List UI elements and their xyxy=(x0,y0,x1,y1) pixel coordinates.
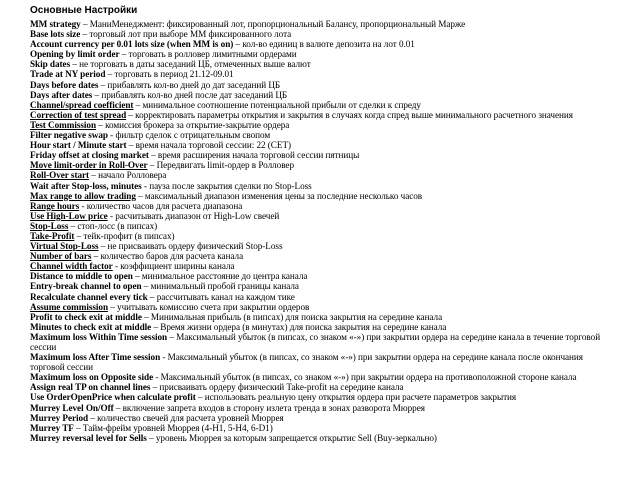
setting-entry xyxy=(30,201,612,211)
setting-entry xyxy=(30,372,612,382)
setting-entry xyxy=(30,130,612,140)
document-page xyxy=(30,4,612,476)
setting-description: – количество свечей для расчета уровней Мюррея xyxy=(88,412,284,423)
setting-description: - фильтр сделок с отрицательным свопом xyxy=(107,130,271,141)
setting-term: Hour start / Minute start xyxy=(30,140,127,151)
settings-list xyxy=(30,19,612,443)
setting-term: Number of bars xyxy=(30,251,92,262)
setting-entry xyxy=(30,211,612,221)
setting-term: Skip dates xyxy=(30,59,71,70)
setting-entry xyxy=(30,271,612,281)
setting-term: Take-Profit xyxy=(30,230,75,241)
setting-entry xyxy=(30,110,612,120)
setting-entry xyxy=(30,170,612,180)
setting-description: – время расширения начала торговой сессии пятницы xyxy=(148,150,360,161)
section-heading: Основные Настройки xyxy=(30,5,138,16)
setting-entry xyxy=(30,19,612,29)
setting-term: Days after dates xyxy=(30,89,93,100)
setting-term: Murrey Level On/Off xyxy=(30,402,114,413)
setting-description: – использовать реальную цену открытия ордера при расчете параметров закрытия xyxy=(195,392,517,403)
setting-term: Correction of test spread xyxy=(30,109,127,120)
setting-entry xyxy=(30,150,612,160)
setting-term: Opening by limit order xyxy=(30,49,120,60)
setting-description: – стоп-лосс (в пипсах) xyxy=(68,220,158,231)
setting-entry xyxy=(30,382,612,392)
setting-description: – Время жизни ордера (в минутах) для поиска закрытия на середине канала xyxy=(151,321,447,332)
setting-description: – корректировать параметры открытия и закрытия в случаях когда спред выше минимального расчетного значения xyxy=(126,109,573,120)
setting-term: Distance to middle to open xyxy=(30,271,133,282)
setting-term: MM strategy xyxy=(30,19,81,29)
setting-description: - количество часов для расчета диапазона xyxy=(79,200,243,211)
setting-entry xyxy=(30,100,612,110)
setting-term: Friday offset at closing market xyxy=(30,150,149,161)
setting-entry xyxy=(30,59,612,69)
setting-description: – минимальное расстояние до центра канала xyxy=(132,271,308,282)
setting-term: Minutes to check exit at middle xyxy=(30,321,152,332)
setting-term: Maximum loss After Time session xyxy=(30,352,161,363)
setting-description: - Максимальный убыток (в пипсах, со знаком «-») при закрытии ордера на середине канала после окончания торговой сессии xyxy=(30,352,583,373)
setting-term: Use OrderOpenPrice when calculate profit xyxy=(30,392,196,403)
setting-entry xyxy=(30,191,612,201)
setting-description: – рассчитывать канал на каждом тике xyxy=(147,291,295,302)
setting-term: Days before dates xyxy=(30,79,99,90)
setting-entry xyxy=(30,302,612,312)
setting-entry xyxy=(30,332,612,352)
setting-description: - коэффициент ширины канала xyxy=(112,261,235,272)
setting-description: – Минимальная прибыль (в пипсах) для поиска закрытия на середине канала xyxy=(141,311,443,322)
setting-description: – Максимальный убыток (в пипсах, со знаком «-») при закрытии ордера на середине канала в течение торговой сессии xyxy=(30,331,601,352)
setting-term: Profit to check exit at middle xyxy=(30,311,142,322)
setting-term: Trade at NY period xyxy=(30,69,106,80)
setting-description: – количество баров для расчета канала xyxy=(91,251,244,262)
setting-description: – прибавлять кол-во дней до дат заседаний ЦБ xyxy=(98,79,281,90)
setting-description: – Тайм-фрейм уровней Мюррея (4-H1, 5-H4, 6-D1) xyxy=(73,422,273,433)
setting-description: – не торговать в даты заседаний ЦБ, отмеченных выше валют xyxy=(70,59,311,70)
setting-entry xyxy=(30,392,612,402)
setting-description: – комиссия брокера за открытие-закрытие ордера xyxy=(96,119,290,130)
setting-entry xyxy=(30,261,612,271)
setting-term: Move limit-order in Roll-Over xyxy=(30,160,148,171)
setting-entry xyxy=(30,69,612,79)
setting-entry xyxy=(30,413,612,423)
setting-entry xyxy=(30,403,612,413)
setting-entry xyxy=(30,90,612,100)
setting-entry xyxy=(30,241,612,251)
setting-description: – МаниМенеджмент: фиксированный лот, пропорциональный Балансу, пропорциональный Марже xyxy=(80,19,466,29)
setting-entry xyxy=(30,423,612,433)
setting-term: Stop-Loss xyxy=(30,220,69,231)
setting-description: – время начала торговой сессии: 22 (CET) xyxy=(126,140,292,151)
setting-description: – тейк-профит (в пипсах) xyxy=(74,230,175,241)
setting-term: Assume commission xyxy=(30,301,109,312)
setting-entry xyxy=(30,433,612,443)
setting-entry xyxy=(30,231,612,241)
setting-term: Murrey Period xyxy=(30,412,89,423)
setting-term: Filter negative swap xyxy=(30,130,108,141)
setting-description: – учитывать комиссию счета при закрытии ордеров xyxy=(108,301,310,312)
setting-description: – уровень Мюррея за которым запрещается открытиє Sell (Buy-зеркально) xyxy=(146,432,437,443)
setting-description: – минимальное соотношение потенциальной прибыли от сделки к спреду xyxy=(133,99,421,110)
setting-term: Use High-Low price xyxy=(30,210,108,221)
setting-term: Account currency per 0.01 lots size (when MM is on) xyxy=(30,39,234,50)
setting-entry xyxy=(30,181,612,191)
setting-term: Murrey reversal level for Sells xyxy=(30,432,147,443)
setting-term: Base lots size xyxy=(30,29,81,40)
setting-description: – прибавлять кол-во дней после дат заседаний ЦБ xyxy=(92,89,288,100)
setting-description: – торговый лот при выборе MM фиксированного лота xyxy=(80,29,292,40)
setting-term: Wait after Stop-loss, minutes xyxy=(30,180,142,191)
setting-entry xyxy=(30,281,612,291)
setting-entry xyxy=(30,292,612,302)
setting-description: – не присваивать ордеру физический Stop-Loss xyxy=(98,241,283,252)
setting-term: Assign real TP on channel lines xyxy=(30,382,151,393)
setting-entry xyxy=(30,251,612,261)
setting-term: Channel/spread coefficient xyxy=(30,99,134,110)
setting-term: Murrey TF xyxy=(30,422,74,433)
setting-description: - пауза после закрытия сделки по Stop-Loss xyxy=(141,180,312,191)
setting-description: – торговать в ролловер лимитными ордерами xyxy=(119,49,297,60)
setting-description: – торговать в период 21.12-09.01 xyxy=(105,69,234,80)
setting-term: Virtual Stop-Loss xyxy=(30,241,99,252)
setting-entry xyxy=(30,221,612,231)
setting-entry xyxy=(30,80,612,90)
setting-description: – максимальный диапазон изменения цены за последние несколько часов xyxy=(135,190,423,201)
setting-description: – минимальный пробой границы канала xyxy=(141,281,299,292)
setting-description: – присваивать ордеру физический Take-profit на середине канала xyxy=(150,382,404,393)
setting-entry xyxy=(30,322,612,332)
setting-description: - расчитывать диапазон от High-Low свечей xyxy=(107,210,280,221)
setting-term: Test Commission xyxy=(30,119,97,130)
setting-description: – кол-во единиц в валюте депозита на лот 0.01 xyxy=(233,39,415,50)
setting-entry xyxy=(30,39,612,49)
setting-entry xyxy=(30,140,612,150)
setting-entry xyxy=(30,160,612,170)
setting-term: Recalculate channel every tick xyxy=(30,291,148,302)
setting-entry xyxy=(30,352,612,372)
setting-entry xyxy=(30,29,612,39)
setting-description: – начало Ролловера xyxy=(89,170,167,181)
setting-term: Max range to allow trading xyxy=(30,190,136,201)
setting-term: Range hours xyxy=(30,200,80,211)
setting-term: Entry-break channel to open xyxy=(30,281,142,292)
setting-entry xyxy=(30,49,612,59)
setting-term: Channel width factor xyxy=(30,261,113,272)
setting-entry xyxy=(30,120,612,130)
setting-description: - Максимальный убыток (в пипсах, со знаком «-») при закрытии ордера на противоположной стороне канала xyxy=(153,372,577,383)
setting-term: Maximum loss on Opposite side xyxy=(30,372,154,383)
setting-term: Maximum loss Within Time session xyxy=(30,331,168,342)
setting-description: – включение запрета входов в сторону излета тренда в зонах разворота Мюррея xyxy=(113,402,425,413)
setting-entry xyxy=(30,312,612,322)
setting-description: – Передвигать limit-ордер в Ролловер xyxy=(147,160,295,171)
setting-term: Roll-Over start xyxy=(30,170,90,181)
